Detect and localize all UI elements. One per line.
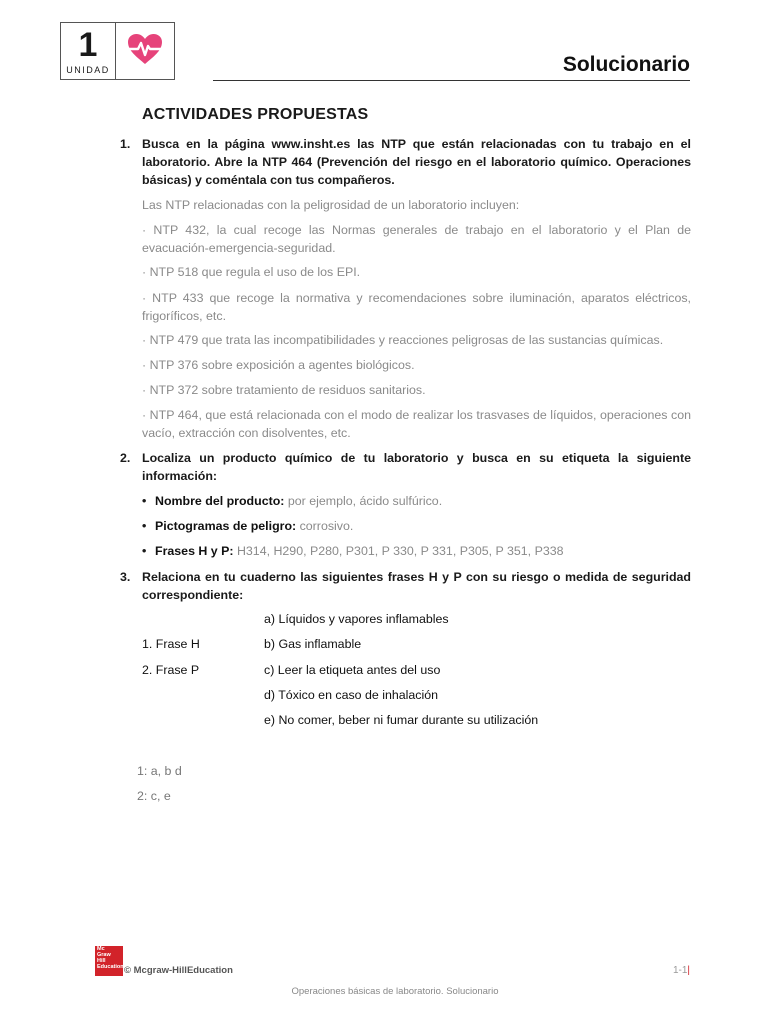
item-frase-p: 2. Frase P	[142, 663, 200, 677]
answer-intro: Las NTP relacionadas con la peligrosidad de un laboratorio incluyen:	[142, 198, 520, 212]
solution-1: 1: a, b d	[137, 764, 182, 778]
item-frase-h: 1. Frase H	[142, 637, 200, 651]
question-text: Busca en la página www.insht.es las NTP que están relacionadas con tu trabajo en el laboratorio. Abre la NTP 464 (Prevención del riesgo en el laboratorio químico. Operaciones básicas) y coméntala con tus compañeros.	[142, 137, 691, 187]
bullet-product-name	[142, 492, 443, 510]
footer-brand: © Mcgraw-HillEducation	[124, 965, 233, 976]
header-rule	[213, 80, 690, 81]
option-e: e) No comer, beber ni fumar durante su utilización	[264, 713, 539, 727]
option-a: a) Líquidos y vapores inflamables	[264, 612, 449, 626]
bullet-dot: •	[142, 494, 147, 508]
bullet-label: Nombre del producto:	[155, 494, 285, 508]
bullet-value: por ejemplo, ácido sulfúrico.	[284, 494, 443, 508]
bullet-dot: •	[142, 519, 147, 533]
answer-ntp-518: · NTP 518 que regula el uso de los EPI.	[142, 265, 361, 279]
logo-line: Hill	[97, 958, 106, 964]
bullet-label: Frases H y P:	[155, 544, 234, 558]
heart-pulse-icon	[125, 30, 165, 70]
answer-ntp-479: · NTP 479 que trata las incompatibilidades y reacciones peligrosas de las sustancias químicas.	[142, 333, 664, 347]
question-3	[120, 568, 691, 604]
solution-2: 2: c, e	[137, 789, 171, 803]
question-number: 3.	[120, 570, 131, 584]
option-d: d) Tóxico en caso de inhalación	[264, 688, 439, 702]
option-c: c) Leer la etiqueta antes del uso	[264, 663, 441, 677]
question-text: Relaciona en tu cuaderno las siguientes frases H y P con su riesgo o medida de seguridad correspondiente:	[142, 570, 691, 602]
logo-line: Mc	[97, 946, 105, 952]
question-2	[120, 449, 691, 485]
question-text: Localiza un producto químico de tu laboratorio y busca en su etiqueta la siguiente información:	[142, 451, 691, 483]
question-1	[120, 135, 691, 189]
answer-ntp-464: · NTP 464, que está relacionada con el modo de realizar los trasvases de líquidos, operaciones con vacío, extracción con disolventes, etc.	[142, 408, 691, 440]
heart-box	[116, 22, 175, 80]
question-number: 1.	[120, 137, 131, 151]
bullet-dot: •	[142, 544, 147, 558]
bullet-hp-phrases	[142, 542, 564, 560]
logo-line: Education	[97, 964, 124, 970]
question-number: 2.	[120, 451, 131, 465]
section-title: ACTIVIDADES PROPUESTAS	[142, 106, 369, 123]
bullet-label: Pictogramas de peligro:	[155, 519, 297, 533]
unit-box	[60, 22, 116, 80]
option-b: b) Gas inflamable	[264, 637, 362, 651]
bullet-value: H314, H290, P280, P301, P 330, P 331, P305, P 351, P338	[233, 544, 564, 558]
page-number-bar: |	[687, 965, 690, 976]
answer-ntp-372: · NTP 372 sobre tratamiento de residuos sanitarios.	[142, 383, 426, 397]
bullet-value: corrosivo.	[296, 519, 354, 533]
footer-caption: Operaciones básicas de laboratorio. Solucionario	[291, 986, 499, 997]
mcgraw-hill-logo	[95, 946, 123, 976]
page-number-text: 1-1	[672, 965, 688, 976]
bullet-pictograms	[142, 517, 354, 535]
answer-ntp-433: · NTP 433 que recoge la normativa y recomendaciones sobre iluminación, aparatos eléctricos, frigoríficos, etc.	[142, 291, 691, 323]
page-number	[673, 965, 690, 976]
unit-number: 1	[78, 26, 98, 64]
answer-ntp-376: · NTP 376 sobre exposición a agentes biológicos.	[142, 358, 415, 372]
header-title: Solucionario	[562, 53, 690, 76]
unit-label: UNIDAD	[66, 65, 110, 75]
logo-line: Graw	[97, 952, 111, 958]
answer-ntp-432: · NTP 432, la cual recoge las Normas generales de trabajo en el laboratorio y el Plan de evacuación-emergencia-seguridad.	[142, 223, 691, 255]
